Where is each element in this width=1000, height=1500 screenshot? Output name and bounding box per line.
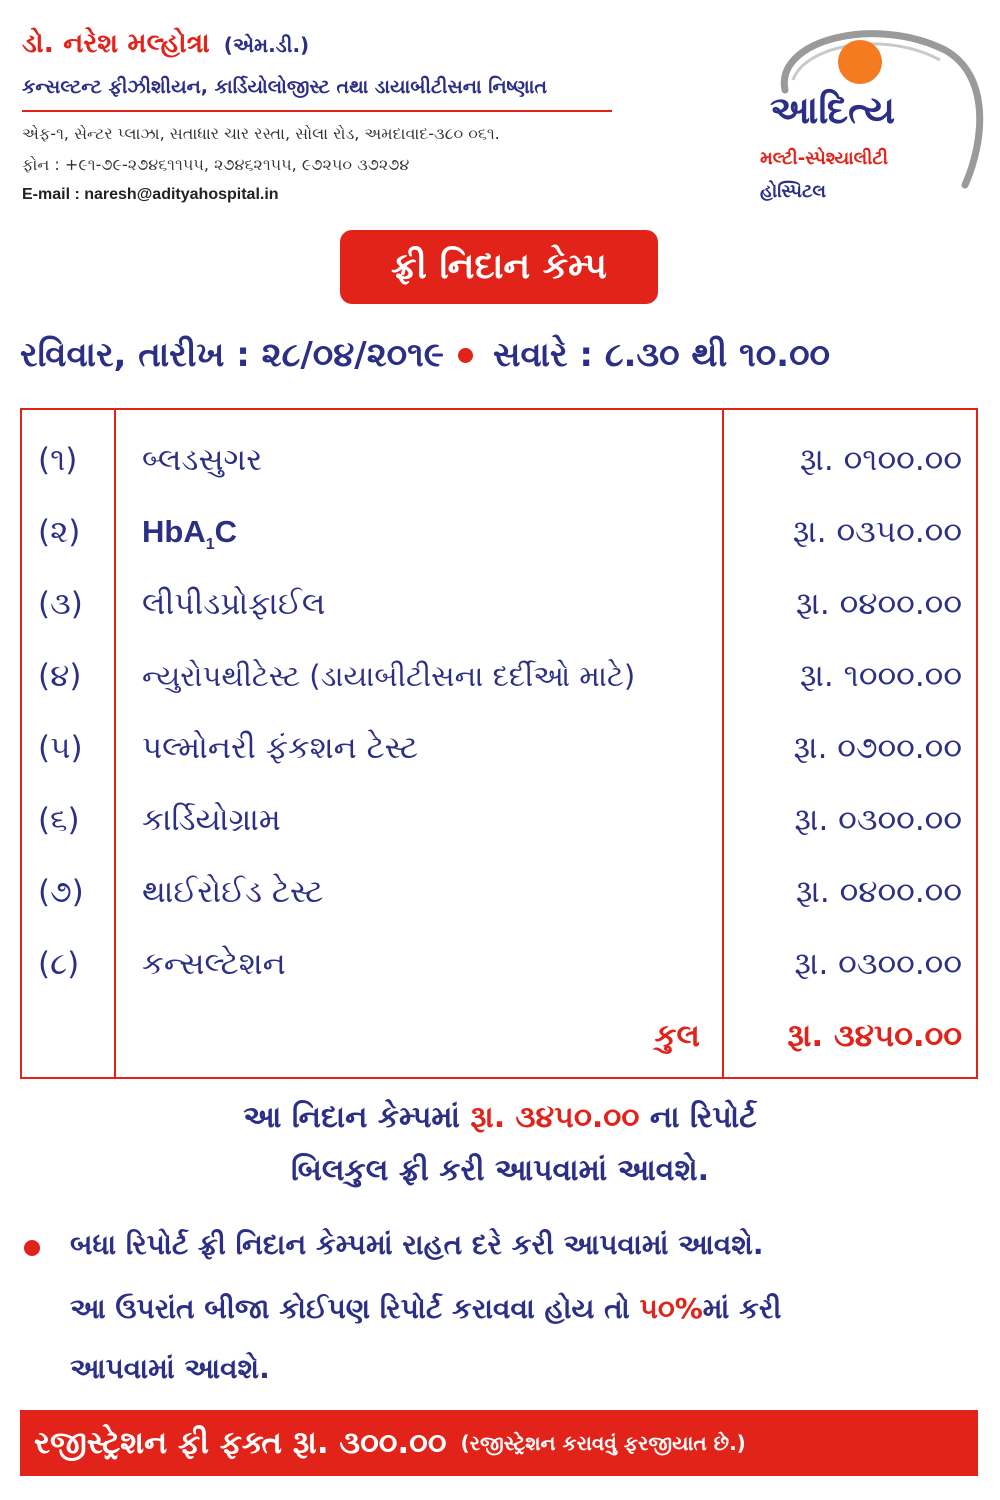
note-text: માં કરી <box>702 1292 782 1325</box>
test-price: રૂા. ૦૩૦૦.૦૦ <box>794 946 962 982</box>
test-price: રૂા. ૦૪૦૦.૦૦ <box>795 874 962 910</box>
clinic-phone: ફોન : +૯૧-૭૯-૨૭૪૬૧૧૫૫, ૨૭૪૬૨૧૫૫, ૯૭૨૫૦ ૩૭૨૭૪ <box>22 155 410 174</box>
row-number: (૮) <box>38 946 80 982</box>
schedule-date: રવિવાર, તારીખ : ૨૮/૦૪/૨૦૧૯ <box>20 335 444 375</box>
free-notice-text: આ નિદાન કેમ્પમાં <box>243 1100 460 1135</box>
table-row <box>22 572 976 636</box>
doctor-degree: (એમ.ડી.) <box>223 33 310 57</box>
row-number: (૬) <box>38 802 80 838</box>
table-row <box>22 644 976 708</box>
total-row <box>22 1004 976 1068</box>
logo-subtitle-2: હોસ્પિટલ <box>760 181 827 202</box>
row-number: (૫) <box>38 730 83 766</box>
bullet-dot-icon <box>458 348 473 363</box>
table-row <box>22 428 976 492</box>
logo-subtitle-1: મલ્ટી-સ્પેશ્યાલીટી <box>760 148 889 169</box>
row-number: (૧) <box>38 442 78 478</box>
test-name: પલ્મોનરી ફંકશન ટેસ્ટ <box>142 730 419 766</box>
note-line-1: બધા રિપોર્ટ ફ્રી નિદાન કેમ્પમાં રાહત દરે કરી આપવામાં આવશે. <box>70 1228 764 1261</box>
camp-title-badge: ફ્રી નિદાન કેમ્પ <box>340 230 658 304</box>
test-price: રૂા. ૦૩૦૦.૦૦ <box>794 802 962 838</box>
table-row <box>22 500 976 564</box>
doctor-name-text: ડો. નરેશ મલ્હોત્રા <box>22 28 210 59</box>
free-notice-text: ના રિપોર્ટ <box>649 1100 757 1135</box>
clinic-email[interactable]: E-mail : naresh@adityahospital.in <box>22 186 279 203</box>
row-number: (૭) <box>38 874 84 910</box>
registration-bar <box>20 1410 978 1476</box>
test-price: રૂા. ૦૩૫૦.૦૦ <box>792 514 962 550</box>
row-number: (૪) <box>38 658 82 694</box>
total-value: રૂા. ૩૪૫૦.૦૦ <box>787 1018 962 1054</box>
test-name <box>142 500 237 577</box>
note-text: આ ઉપરાંત બીજા કોઈપણ રિપોર્ટ કરાવવા હોય તો <box>70 1292 630 1325</box>
doctor-title: કન્સલ્ટન્ટ ફીઝીશીયન, કાર્ડિયોલોજીસ્ટ તથા ડાયાબીટીસના નિષ્ણાત <box>22 76 547 98</box>
schedule-time: સવારે : ૮.૩૦ થી ૧૦.૦૦ <box>492 335 831 375</box>
row-number: (૩) <box>38 586 83 622</box>
test-name: કાર્ડિયોગ્રામ <box>142 802 281 838</box>
free-notice-line-1 <box>0 1100 1000 1135</box>
table-row <box>22 788 976 852</box>
header-divider <box>22 110 612 112</box>
test-name: બ્લડસુગર <box>142 442 263 478</box>
total-label: કુલ <box>654 1018 700 1054</box>
registration-note: (રજીસ્ટ્રેશન કરાવવું ફરજીયાત છે.) <box>460 1431 746 1455</box>
test-name: કન્સલ્ટેશન <box>142 946 286 982</box>
test-name: થાઈરોઈડ ટેસ્ટ <box>142 874 324 910</box>
test-price: રૂા. ૧૦૦૦.૦૦ <box>799 658 962 694</box>
row-number: (૨) <box>38 514 81 550</box>
clinic-address: એફ-૧, સેન્ટર પ્લાઝા, સતાધાર ચાર રસ્તા, સોલા રોડ, અમદાવાદ-૩૮૦ ૦૬૧. <box>22 124 500 143</box>
price-table <box>20 408 978 1079</box>
test-price: રૂા. ૦૧૦૦.૦૦ <box>799 442 962 478</box>
note-line-3: આપવામાં આવશે. <box>70 1352 270 1385</box>
table-row <box>22 860 976 924</box>
logo-name: આદિત્ય <box>770 88 896 132</box>
note-percent: ૫૦% <box>639 1292 703 1325</box>
free-notice-amount: રૂા. ૩૪૫૦.૦૦ <box>470 1100 640 1135</box>
test-name: ન્યુરોપથીટેસ્ટ (ડાયાબીટીસના દર્દીઓ માટે) <box>142 659 636 693</box>
test-name-part: HbA <box>142 514 206 549</box>
note-line-2 <box>70 1292 781 1326</box>
test-name: લીપીડપ્રોફાઈલ <box>142 586 326 622</box>
schedule-line <box>20 335 985 375</box>
bullet-dot-icon <box>24 1240 40 1256</box>
test-name-part: C <box>214 514 238 549</box>
free-notice-line-2: બિલકુલ ફ્રી કરી આપવામાં આવશે. <box>290 1153 710 1188</box>
table-row <box>22 716 976 780</box>
registration-fee: રજીસ્ટ્રેશન ફી ફક્ત રૂા. ૩૦૦.૦૦ <box>34 1424 447 1461</box>
test-name-subscript: 1 <box>205 536 215 554</box>
doctor-name <box>22 28 309 60</box>
test-price: રૂા. ૦૭૦૦.૦૦ <box>793 730 962 766</box>
table-row <box>22 932 976 996</box>
test-price: રૂા. ૦૪૦૦.૦૦ <box>795 586 962 622</box>
